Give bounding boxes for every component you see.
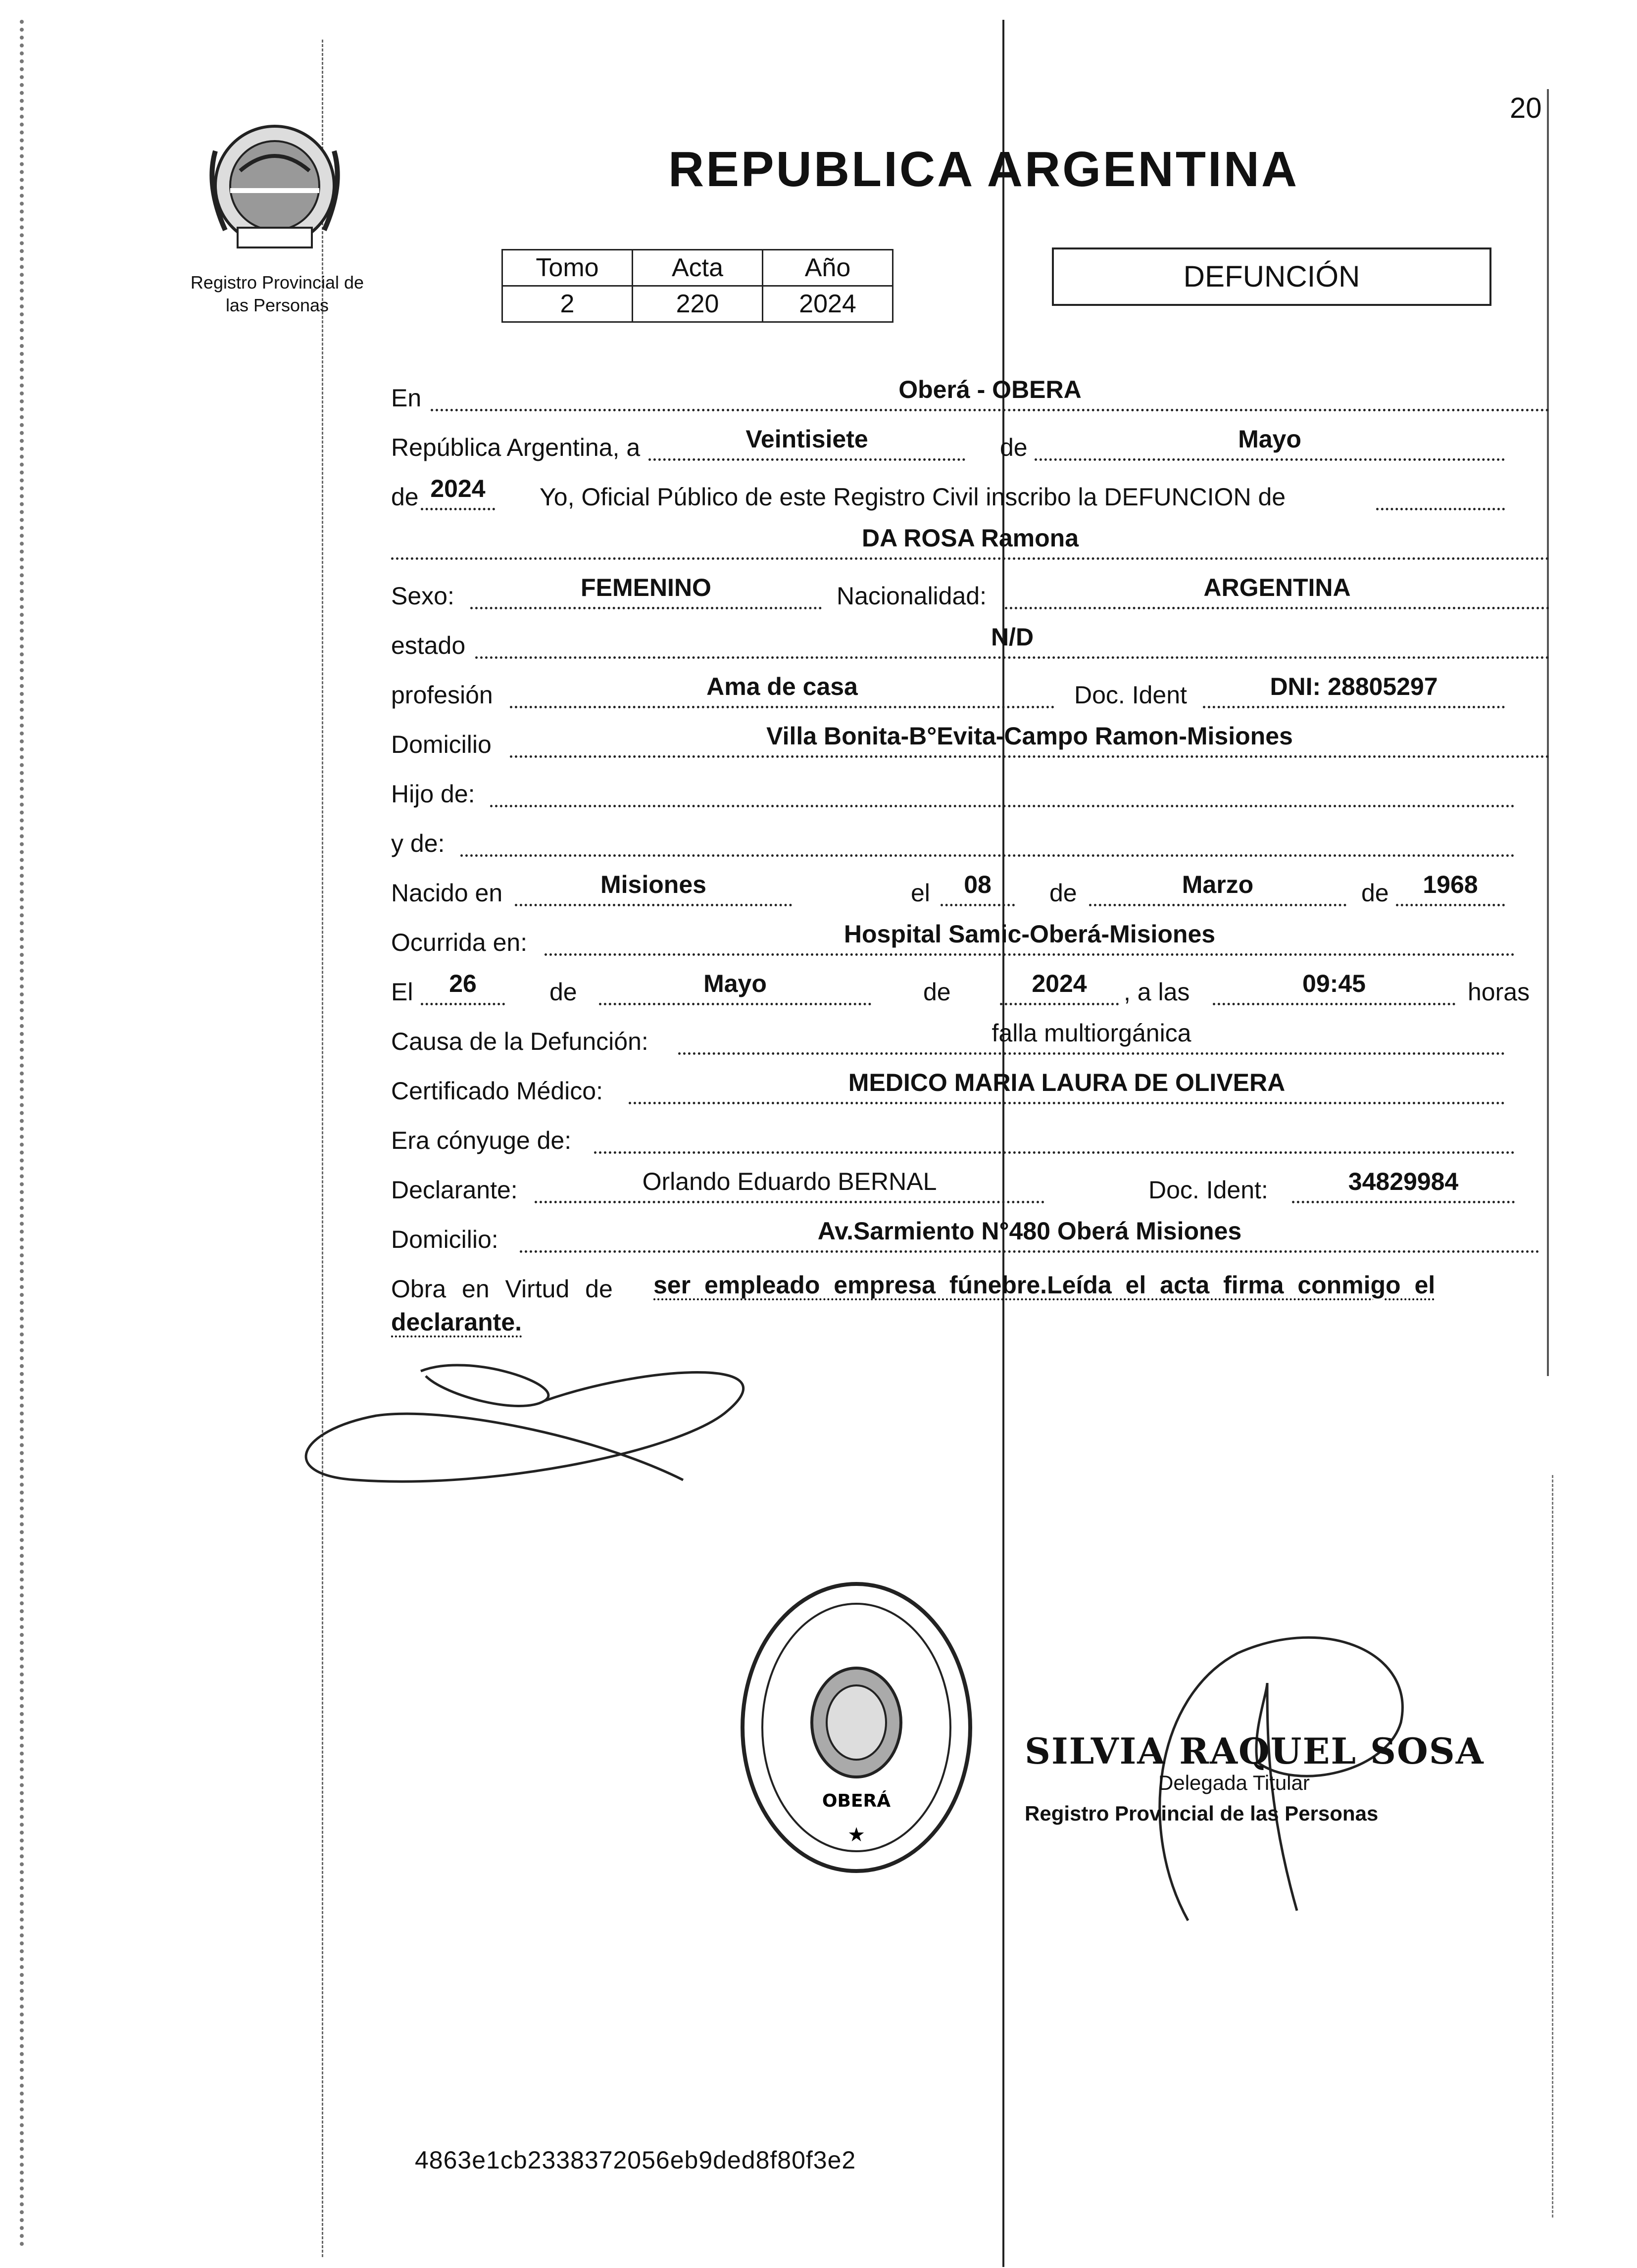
obra-value-line1: ser empleado empresa fúnebre.Leída el acta firma conmigo el <box>653 1271 1436 1299</box>
statement-field <box>1376 479 1505 510</box>
registry-name-line1: Registro Provincial de <box>190 272 364 293</box>
row-conyuge <box>391 1121 1515 1156</box>
domicilio2-value: Av.Sarmiento N°480 Oberá Misiones <box>817 1217 1242 1245</box>
en-value: Oberá - OBERA <box>898 376 1082 403</box>
row-ocurrida <box>391 920 1515 958</box>
row-date <box>391 425 1505 463</box>
row-y-de <box>391 824 1515 859</box>
sexo-value: FEMENINO <box>581 574 711 601</box>
de-death-month-label: de <box>549 978 577 1006</box>
conyuge-field <box>594 1123 1515 1154</box>
month-text: Mayo <box>1238 425 1301 453</box>
ocurrida-value: Hospital Samic-Oberá-Misiones <box>843 920 1216 948</box>
acta-header: Acta <box>633 250 763 286</box>
row-domicilio2 <box>391 1217 1539 1255</box>
row-obra <box>391 1270 1544 1304</box>
official-office: Registro Provincial de las Personas <box>1025 1802 1379 1825</box>
scan-edge-left <box>322 40 323 2257</box>
sexo-label: Sexo: <box>391 582 454 610</box>
hijo-label: Hijo de: <box>391 780 475 808</box>
page-title: REPUBLICA ARGENTINA <box>668 142 1299 197</box>
domicilio2-label: Domicilio: <box>391 1226 498 1253</box>
scan-edge-right-lower <box>1552 1475 1553 2218</box>
en-label: En <box>391 384 422 412</box>
tomo-header: Tomo <box>502 250 633 286</box>
death-year: 2024 <box>1032 970 1087 997</box>
registry-name-line2: las Personas <box>225 295 329 315</box>
estado-value: N/D <box>991 623 1034 651</box>
birth-day: 08 <box>964 871 992 898</box>
birth-day-field <box>941 871 1015 906</box>
row-causa <box>391 1019 1505 1057</box>
certificado-label: Certificado Médico: <box>391 1077 603 1105</box>
deceased-field <box>391 524 1549 560</box>
declarante-label: Declarante: <box>391 1176 518 1204</box>
nacido-label: Nacido en <box>391 879 503 907</box>
ocurrida-label: Ocurrida en: <box>391 929 528 956</box>
domicilio-value: Villa Bonita-B°Evita-Campo Ramon-Misiones <box>766 722 1293 750</box>
nacionalidad-value: ARGENTINA <box>1203 574 1351 601</box>
a-las-label: , a las <box>1124 978 1190 1006</box>
declarante-value: Orlando Eduardo BERNAL <box>642 1168 937 1195</box>
de-year-label: de <box>391 483 419 511</box>
nacido-field <box>515 871 792 906</box>
estado-label: estado <box>391 632 466 659</box>
row-statement <box>391 475 1505 512</box>
death-time: 09:45 <box>1302 970 1366 997</box>
record-type-box: DEFUNCIÓN <box>1052 247 1491 306</box>
row-estado <box>391 623 1549 661</box>
domicilio-field <box>510 722 1549 758</box>
horas-label: horas <box>1468 978 1530 1006</box>
declarante-doc: 34829984 <box>1348 1168 1459 1195</box>
death-month-field <box>599 970 871 1005</box>
year-value: 2024 <box>430 475 486 502</box>
nacionalidad-field <box>1005 574 1549 609</box>
day-text: Veintisiete <box>745 425 868 453</box>
row-obra-2 <box>391 1307 688 1341</box>
seal-city: OBERÁ <box>822 1791 891 1811</box>
row-deceased <box>391 524 1549 562</box>
record-table <box>501 249 893 323</box>
province-emblem <box>196 111 354 260</box>
doc-ident-value: DNI: 28805297 <box>1270 673 1438 700</box>
profesion-value: Ama de casa <box>706 673 858 700</box>
causa-field <box>678 1019 1505 1055</box>
doc-ident-field <box>1203 673 1505 708</box>
death-time-field <box>1213 970 1455 1005</box>
estado-field <box>475 623 1549 659</box>
document-hash: 4863e1cb2338372056eb9ded8f80f3e2 <box>415 2146 856 2174</box>
month-field <box>1035 425 1505 461</box>
row-sexo <box>391 574 1549 611</box>
anio-value: 2024 <box>763 286 893 322</box>
row-death-date <box>391 970 1530 1007</box>
official-seal <box>733 1574 980 1881</box>
doc-ident-label: Doc. Ident <box>1074 681 1187 709</box>
row-domicilio <box>391 722 1549 760</box>
profesion-field <box>510 673 1054 708</box>
obra-value-line2: declarante. <box>391 1308 522 1336</box>
anio-header: Año <box>763 250 893 286</box>
row-profesion <box>391 673 1505 710</box>
causa-value: falla multiorgánica <box>992 1019 1191 1047</box>
statement-text: Yo, Oficial Público de este Registro Civil inscribo la DEFUNCION de <box>540 483 1286 511</box>
row-certificado <box>391 1069 1505 1106</box>
y-de-field <box>460 826 1515 857</box>
en-field <box>431 376 1549 411</box>
year-field <box>421 475 495 510</box>
y-de-label: y de: <box>391 830 445 857</box>
official-name: SILVIA RAQUEL SOSA <box>1025 1730 1485 1772</box>
binder-marks <box>20 20 24 2247</box>
nacido-value: Misiones <box>600 871 706 898</box>
death-day: 26 <box>449 970 477 997</box>
deceased-name: DA ROSA Ramona <box>861 524 1079 552</box>
row-en <box>391 376 1549 413</box>
declarante-doc-field <box>1292 1168 1515 1203</box>
record-table-header-row <box>502 250 893 286</box>
sexo-field <box>470 574 822 609</box>
de-label: de <box>1000 434 1028 461</box>
tomo-value: 2 <box>502 286 633 322</box>
profesion-label: profesión <box>391 681 493 709</box>
acta-value: 220 <box>633 286 763 322</box>
birth-month-field <box>1089 871 1346 906</box>
de-birth-year-label: de <box>1361 879 1389 907</box>
death-year-field <box>1000 970 1119 1005</box>
record-table-value-row <box>502 286 893 322</box>
causa-label: Causa de la Defunción: <box>391 1028 648 1055</box>
birth-year-field <box>1396 871 1505 906</box>
domicilio-label: Domicilio <box>391 731 492 758</box>
certificado-field <box>629 1069 1505 1104</box>
row-declarante <box>391 1168 1515 1205</box>
declarante-field <box>535 1168 1044 1203</box>
doc-ident2-label: Doc. Ident: <box>1148 1176 1268 1204</box>
day-field <box>648 425 965 461</box>
row-nacido <box>391 871 1505 908</box>
birth-month: Marzo <box>1182 871 1254 898</box>
hijo-field <box>490 776 1515 807</box>
death-month: Mayo <box>703 970 767 997</box>
ocurrida-field <box>545 920 1515 956</box>
nacionalidad-label: Nacionalidad: <box>837 582 987 610</box>
death-day-field <box>421 970 505 1005</box>
official-role: Delegada Titular <box>1158 1771 1310 1794</box>
page-number: 20 <box>1510 92 1542 124</box>
registry-name <box>163 271 391 317</box>
conyuge-label: Era cónyuge de: <box>391 1127 572 1154</box>
domicilio2-field <box>520 1217 1539 1253</box>
certificado-value: MEDICO MARIA LAURA DE OLIVERA <box>848 1069 1286 1096</box>
seal-star-icon: ★ <box>847 1824 865 1846</box>
row-hijo <box>391 775 1515 809</box>
de-birth-month-label: de <box>1049 879 1077 907</box>
el-death-label: El <box>391 978 413 1006</box>
de-death-year-label: de <box>923 978 951 1006</box>
obra-label: Obra en Virtud de <box>391 1275 613 1303</box>
republica-label: República Argentina, a <box>391 434 641 461</box>
birth-year: 1968 <box>1423 871 1478 898</box>
el-label: el <box>911 879 930 907</box>
